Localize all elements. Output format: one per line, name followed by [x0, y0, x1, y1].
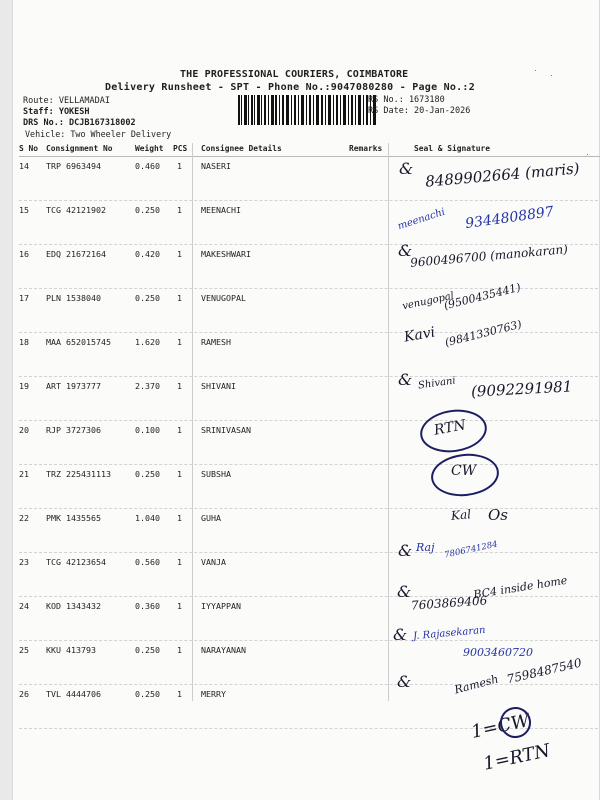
- tick-mark: &: [398, 541, 413, 560]
- cell-sno: 20: [19, 425, 29, 435]
- cell-consignee: VANJA: [201, 557, 226, 567]
- handwritten-note: (9092291981: [470, 377, 573, 401]
- handwritten-note: 9600496700 (manokaran): [409, 242, 569, 270]
- cell-consignment: TRZ 225431113: [46, 469, 111, 479]
- cell-weight: 0.250: [135, 469, 160, 479]
- cell-pcs: 1: [177, 425, 182, 435]
- cell-sno: 22: [19, 513, 29, 523]
- handwritten-note: 8489902664 (maris): [424, 159, 581, 191]
- rs-date: RS Date: 20-Jan-2026: [368, 106, 471, 116]
- tick-mark: &: [397, 672, 412, 691]
- cell-sno: 24: [19, 601, 29, 611]
- cell-consignment: EDQ 21672164: [46, 249, 106, 259]
- cell-pcs: 1: [177, 645, 182, 655]
- staff-label: Staff: YOKESH: [23, 107, 90, 117]
- cell-pcs: 1: [177, 381, 182, 391]
- tick-mark: &: [393, 625, 408, 644]
- cell-consignment: PLN 1538040: [46, 293, 101, 303]
- col-weight-header: Weight: [135, 144, 164, 153]
- handwritten-note: J. Rajasekaran: [412, 624, 486, 643]
- cell-weight: 0.360: [135, 601, 160, 611]
- table-row: [19, 464, 600, 509]
- col-consignment-header: Consignment No: [46, 144, 113, 153]
- cell-consignment: TRP 6963494: [46, 161, 101, 171]
- handwritten-note: Raj: [416, 541, 435, 554]
- col-seal-header: Seal & Signature: [414, 144, 491, 153]
- handwritten-note: 1=CW: [469, 710, 532, 743]
- cell-weight: 1.620: [135, 337, 160, 347]
- cell-consignment: PMK 1435565: [46, 513, 101, 523]
- table-row: [19, 420, 600, 465]
- cell-pcs: 1: [177, 469, 182, 479]
- handwritten-note: 9344808897: [464, 203, 555, 233]
- handwritten-note: venugopal: [401, 290, 456, 313]
- cell-sno: 16: [19, 249, 29, 259]
- cell-sno: 19: [19, 381, 29, 391]
- cell-consignment: MAA 652015745: [46, 337, 111, 347]
- cell-consignee: GUHA: [201, 513, 221, 523]
- cell-sno: 18: [19, 337, 29, 347]
- handwritten-note: Shivani: [417, 375, 457, 392]
- cell-pcs: 1: [177, 249, 182, 259]
- cell-consignment: RJP 3727306: [46, 425, 101, 435]
- handwritten-note: 7598487540: [505, 655, 583, 687]
- handwritten-note: Kavi: [402, 324, 437, 346]
- runsheet-heading: Delivery Runsheet - SPT - Phone No.:9047080280 - Page No.:2: [105, 82, 475, 93]
- cell-weight: 2.370: [135, 381, 160, 391]
- tick-mark: &: [397, 582, 412, 601]
- cell-consignee: SUBSHA: [201, 469, 231, 479]
- cell-sno: 23: [19, 557, 29, 567]
- cell-sno: 15: [19, 205, 29, 215]
- handwritten-note: 7806741284: [443, 539, 499, 561]
- cell-consignment: KKU 413793: [46, 645, 96, 655]
- scan-speck: [535, 70, 536, 71]
- cell-pcs: 1: [177, 601, 182, 611]
- cell-pcs: 1: [177, 205, 182, 215]
- cell-pcs: 1: [177, 161, 182, 171]
- handwritten-note: 9003460720: [463, 646, 533, 659]
- cell-consignee: VENUGOPAL: [201, 293, 246, 303]
- cell-consignment: TCG 42121902: [46, 205, 106, 215]
- cell-weight: 0.250: [135, 689, 160, 699]
- handwritten-note: 7603869406: [410, 593, 488, 613]
- cell-weight: 1.040: [135, 513, 160, 523]
- cell-weight: 0.250: [135, 293, 160, 303]
- col-consignee-header: Consignee Details: [201, 144, 282, 153]
- handwritten-note: (9841330763): [443, 317, 523, 350]
- cell-consignee: RAMESH: [201, 337, 231, 347]
- cell-consignment: ART 1973777: [46, 381, 101, 391]
- barcode-image: [238, 95, 378, 125]
- cell-consignee: IYYAPPAN: [201, 601, 241, 611]
- col-pcs-header: PCS: [173, 144, 188, 153]
- cell-consignee: NASERI: [201, 161, 231, 171]
- handwritten-note: CW: [451, 463, 477, 479]
- table-row: [19, 596, 600, 644]
- cell-weight: 0.460: [135, 161, 160, 171]
- delivery-runsheet-page: [13, 0, 599, 800]
- cell-sno: 25: [19, 645, 29, 655]
- cell-pcs: 1: [177, 557, 182, 567]
- col-sno-header: S No: [19, 144, 39, 153]
- cell-pcs: 1: [177, 689, 182, 699]
- cell-consignee: MEENACHI: [201, 205, 241, 215]
- handwritten-note: Kal: [450, 507, 472, 523]
- handwritten-note: RTN: [432, 417, 468, 439]
- cell-weight: 0.420: [135, 249, 160, 259]
- col-remarks-header: Remarks: [349, 144, 383, 153]
- cell-consignee: MERRY: [201, 689, 226, 699]
- cell-consignment: KOD 1343432: [46, 601, 101, 611]
- tick-mark: &: [398, 241, 413, 260]
- handwritten-note: Os: [488, 506, 508, 524]
- cell-pcs: 1: [177, 513, 182, 523]
- route-label: Route: VELLAMADAI: [23, 96, 110, 106]
- tick-mark: &: [398, 370, 413, 389]
- cell-weight: 0.250: [135, 205, 160, 215]
- cell-consignee: SRINIVASAN: [201, 425, 251, 435]
- cell-consignee: MAKESHWARI: [201, 249, 251, 259]
- cell-sno: 14: [19, 161, 29, 171]
- drs-number: DRS No.: DCJB167318002: [23, 118, 136, 128]
- tick-mark: &: [399, 159, 414, 178]
- cell-weight: 0.560: [135, 557, 160, 567]
- table-header: [19, 143, 600, 157]
- cell-pcs: 1: [177, 337, 182, 347]
- cell-sno: 21: [19, 469, 29, 479]
- cell-consignment: TCG 42123654: [46, 557, 106, 567]
- cell-consignee: NARAYANAN: [201, 645, 246, 655]
- cell-weight: 0.100: [135, 425, 160, 435]
- cell-pcs: 1: [177, 293, 182, 303]
- handwritten-note: 1=RTN: [481, 740, 552, 775]
- handwritten-note: BC4 inside home: [472, 573, 569, 602]
- handwritten-note: (9500435441): [442, 280, 522, 313]
- table-row: [19, 332, 600, 377]
- cell-consignee: SHIVANI: [201, 381, 236, 391]
- company-title: THE PROFESSIONAL COURIERS, COIMBATORE: [180, 69, 409, 80]
- cell-sno: 17: [19, 293, 29, 303]
- rs-number: RS No.: 1673180: [368, 95, 445, 105]
- cell-sno: 26: [19, 689, 29, 699]
- cell-weight: 0.250: [135, 645, 160, 655]
- handwritten-note: meenachi: [396, 206, 447, 233]
- vehicle-label: Vehicle: Two Wheeler Delivery: [25, 129, 172, 139]
- scan-speck: [551, 75, 552, 76]
- handwritten-note: Ramesh: [453, 672, 500, 697]
- table-row: [19, 508, 600, 553]
- cell-consignment: TVL 4444706: [46, 689, 101, 699]
